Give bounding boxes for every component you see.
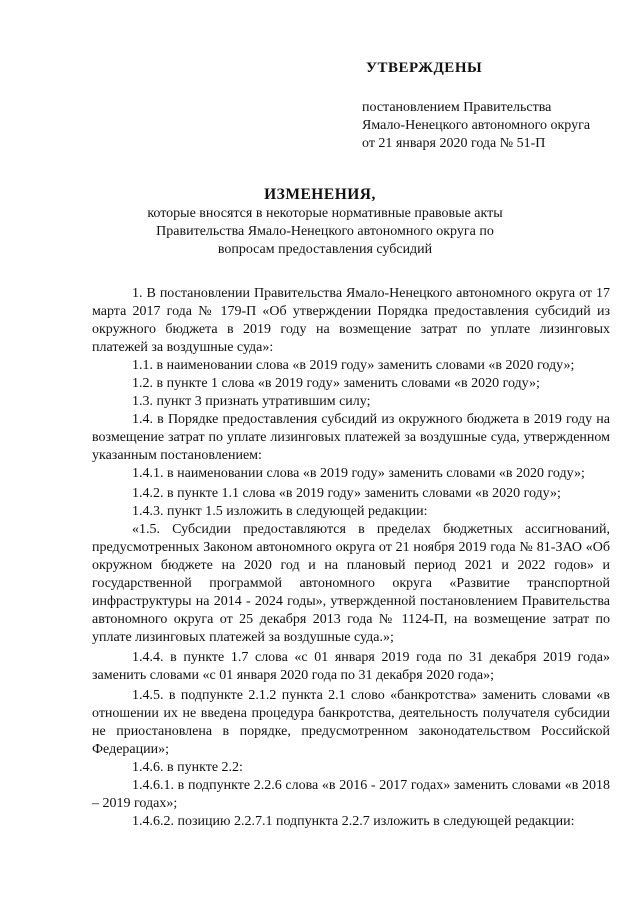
document-title: ИЗМЕНЕНИЯ, [264,186,376,203]
paragraph-1: 1. В постановлении Правительства Ямало-Ненецкого автономного округа от 17 марта 2017 года № 179-П «Об утверждении Порядка предоставления субсидий из окружного бюджета в 2019 году на возмещение затрат по уплате лизинговых платежей за воздушные суда»: [92,286,610,355]
approval-line-3: от 21 января 2020 года № 51-П [362,136,546,151]
paragraph-1-4-6-1: 1.4.6.1. в подпункте 2.2.6 слова «в 2016 - 2017 годах» заменить словами «в 2018 – 2019 годах»; [92,778,610,811]
document-body [92,285,610,831]
approval-title: УТВЕРЖДЕНЫ [366,60,483,76]
paragraph-1-4: 1.4. в Порядке предоставления субсидий из окружного бюджета в 2019 году на возмещение затрат по уплате лизинговых платежей за воздушные суда, утвержденном указанным постановлением: [92,412,610,463]
paragraph-1-4-2: 1.4.2. в пункте 1.1 слова «в 2019 году» заменить словами «в 2020 году»; [132,486,561,501]
paragraph-1-4-3: 1.4.3. пункт 1.5 изложить в следующей редакции: [132,504,428,519]
paragraph-quote-1-5: «1.5. Субсидии предоставляются в пределах бюджетных ассигнований, предусмотренных Законом автономного округа от 21 ноября 2019 года № 81-ЗАО «Об окружном бюджете на 2020 год и на плановый период 2021 и 2022 годов» и государственной программой автономного округа «Развитие транспортной инфраструктуры на 2014 - 2024 годы», утвержденной постановлением Правительства автономного округа от 25 декабря 2013 года № 1124-П, на возмещение затрат по уплате лизинговых платежей за воздушные суда.»; [92,522,610,645]
approval-block [362,60,622,153]
paragraph-1-4-6: 1.4.6. в пункте 2.2: [132,760,243,775]
paragraph-1-3: 1.3. пункт 3 признать утратившим силу; [132,394,371,409]
paragraph-1-1: 1.1. в наименовании слова «в 2019 году» заменить словами «в 2020 году»; [132,358,575,373]
approval-line-1: постановлением Правительства [362,100,552,115]
paragraph-1-4-1: 1.4.1. в наименовании слова «в 2019 году» заменить словами «в 2020 году»; [132,466,585,481]
paragraph-1-4-6-2: 1.4.6.2. позицию 2.2.7.1 подпункта 2.2.7 изложить в следующей редакции: [132,814,575,829]
document-subtitle: которые вносятся в некоторые нормативные правовые акты Правительства Ямало-Ненецкого автономного округа по вопросам предоставления субсидий [147,206,503,257]
approval-line-2: Ямало-Ненецкого автономного округа [362,118,591,133]
paragraph-1-2: 1.2. в пункте 1 слова «в 2019 году» заменить словами «в 2020 году»; [132,376,540,391]
paragraph-1-4-5: 1.4.5. в подпункте 2.1.2 пункта 2.1 слово «банкротства» заменить словами «в отношении их не введена процедура банкротства, деятельность получателя субсидии не приостановлена в порядке, предусмотренном законодательством Российской Федерации»; [92,688,610,757]
paragraph-1-4-4: 1.4.4. в пункте 1.7 слова «с 01 января 2019 года по 31 декабря 2019 года» заменить словами «с 01 января 2020 года по 31 декабря 2020 года»; [92,650,610,683]
